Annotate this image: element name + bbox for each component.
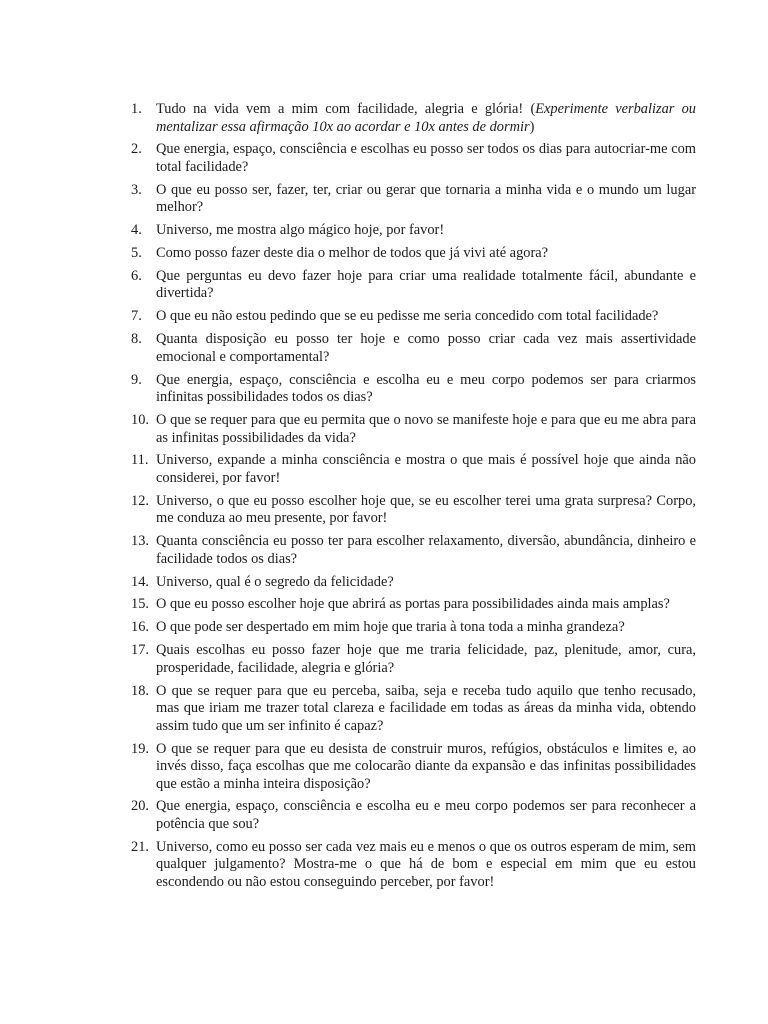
item-text [156, 452, 696, 487]
item-text-main: O que eu posso escolher hoje que abrirá as portas para possibilidades ainda mais amplas? [156, 596, 670, 613]
item-number: 4. [131, 222, 142, 239]
list-item [131, 683, 696, 736]
list-item [131, 308, 696, 326]
item-number: 18. [131, 682, 149, 699]
item-text [156, 182, 696, 217]
list-item [131, 839, 696, 892]
item-text-main: O que eu não estou pedindo que se eu pedisse me seria concedido com total facilidade? [156, 308, 659, 325]
list-item [131, 596, 696, 614]
item-text-main: Tudo na vida vem a mim com facilidade, alegria e glória! ( [156, 101, 536, 117]
list-item [131, 222, 696, 240]
item-text-main: O que eu posso ser, fazer, ter, criar ou gerar que tornaria a minha vida e o mundo um lugar melhor? [156, 181, 696, 216]
item-number: 13. [131, 533, 149, 550]
item-number: 6. [131, 267, 142, 284]
list-item [131, 412, 696, 447]
item-text [156, 741, 696, 794]
item-number: 10. [131, 412, 149, 429]
item-text-main: Que energia, espaço, consciência e escolha eu e meu corpo podemos ser para reconhecer a potência que sou? [156, 798, 696, 832]
list-item [131, 642, 696, 677]
item-text-main: Que perguntas eu devo fazer hoje para criar uma realidade totalmente fácil, abundante e divertida? [156, 267, 696, 302]
list-item [131, 619, 696, 637]
item-text-italic: Experimente verbalizar ou mentalizar essa afirmação 10x ao acordar e 10x antes de dormir [156, 101, 697, 135]
list-item [131, 741, 696, 794]
item-number: 12. [131, 492, 149, 509]
item-text-main: Universo, como eu posso ser cada vez mais eu e menos o que os outros esperam de mim, sem qualquer julgamento? Mostra-me o que há de bom e especial em mim que eu estou escondendo ou não estou conseguindo perceber, por favor! [156, 838, 696, 890]
item-number: 3. [131, 181, 142, 198]
item-text [156, 308, 696, 326]
item-number: 1. [131, 101, 142, 117]
item-number: 20. [131, 798, 149, 815]
item-text [156, 245, 696, 263]
item-text-main: Universo, qual é o segredo da felicidade? [156, 573, 394, 590]
item-text [156, 533, 696, 568]
item-text [156, 412, 696, 447]
item-number: 9. [131, 371, 142, 388]
item-text-main: Universo, me mostra algo mágico hoje, por favor! [156, 222, 445, 239]
item-text [156, 141, 696, 176]
item-text-main: Que energia, espaço, consciência e escolhas eu posso ser todos os dias para autocriar-me com total facilidade? [156, 141, 696, 175]
item-number: 11. [131, 452, 149, 469]
list-item [131, 331, 696, 366]
item-number: 19. [131, 740, 149, 757]
list-item [131, 141, 696, 176]
list-item [131, 182, 696, 217]
item-text [156, 596, 696, 614]
item-text-main: Quanta consciência eu posso ter para escolher relaxamento, diversão, abundância, dinheiro e facilidade todos os dias? [156, 533, 696, 567]
item-text [156, 839, 696, 892]
list-item [131, 245, 696, 263]
item-text [156, 268, 696, 303]
item-text [156, 331, 696, 366]
list-item [131, 493, 696, 528]
item-text-main: Universo, expande a minha consciência e mostra o que mais é possível hoje que ainda não considerei, por favor! [156, 452, 696, 486]
item-number: 17. [131, 642, 149, 659]
item-text [156, 222, 696, 240]
item-number: 15. [131, 596, 149, 613]
item-text-main: O que se requer para que eu permita que o novo se manifeste hoje e para que eu me abra para as infinitas possibilidades da vida? [156, 412, 696, 446]
item-number: 8. [131, 331, 142, 348]
item-text [156, 574, 696, 592]
item-number: 14. [131, 573, 149, 590]
list-item [131, 452, 696, 487]
item-text [156, 683, 696, 736]
item-number: 16. [131, 619, 149, 636]
list-item [131, 372, 696, 407]
item-text [156, 493, 696, 528]
list-item [131, 798, 696, 833]
item-text-main: Como posso fazer deste dia o melhor de todos que já vivi até agora? [156, 245, 549, 262]
item-text [156, 798, 696, 833]
item-number: 7. [131, 308, 142, 325]
list-item [131, 268, 696, 303]
list-item [131, 574, 696, 592]
list-item [131, 533, 696, 568]
item-text-tail: ) [529, 118, 535, 135]
item-text-main: O que se requer para que eu desista de construir muros, refúgios, obstáculos e limites e, ao invés disso, faça escolhas que me colocarão diante da expansão e das infinitas possibilidades que estão a minha inteira disposição? [156, 740, 696, 792]
item-text-main: Universo, o que eu posso escolher hoje que, se eu escolher terei uma grata surpresa? Corpo, me conduza ao meu presente, por favor! [156, 492, 696, 527]
item-text-main: O que pode ser despertado em mim hoje que traria à tona toda a minha grandeza? [156, 619, 625, 636]
item-text-main: Que energia, espaço, consciência e escolha eu e meu corpo podemos ser para criarmos infinitas possibilidades todos os dias? [156, 371, 696, 406]
item-text-main: O que se requer para que eu perceba, saiba, seja e receba tudo aquilo que tenho recusado, mas que iriam me trazer total clareza e facilidade em todas as áreas da minha vida, obtendo assim tudo que um ser infinito é capaz? [156, 682, 696, 734]
item-text-main: Quais escolhas eu posso fazer hoje que me traria felicidade, paz, plenitude, amor, cura, prosperidade, facilidade, alegria e glória? [156, 642, 696, 676]
item-number: 21. [131, 838, 149, 855]
item-text [156, 101, 696, 136]
question-list [131, 101, 696, 897]
item-number: 2. [131, 141, 142, 158]
list-item [131, 101, 696, 136]
item-text [156, 372, 696, 407]
item-text [156, 619, 696, 637]
item-text [156, 642, 696, 677]
item-number: 5. [131, 245, 142, 262]
item-text-main: Quanta disposição eu posso ter hoje e como posso criar cada vez mais assertividade emocional e comportamental? [156, 331, 696, 365]
